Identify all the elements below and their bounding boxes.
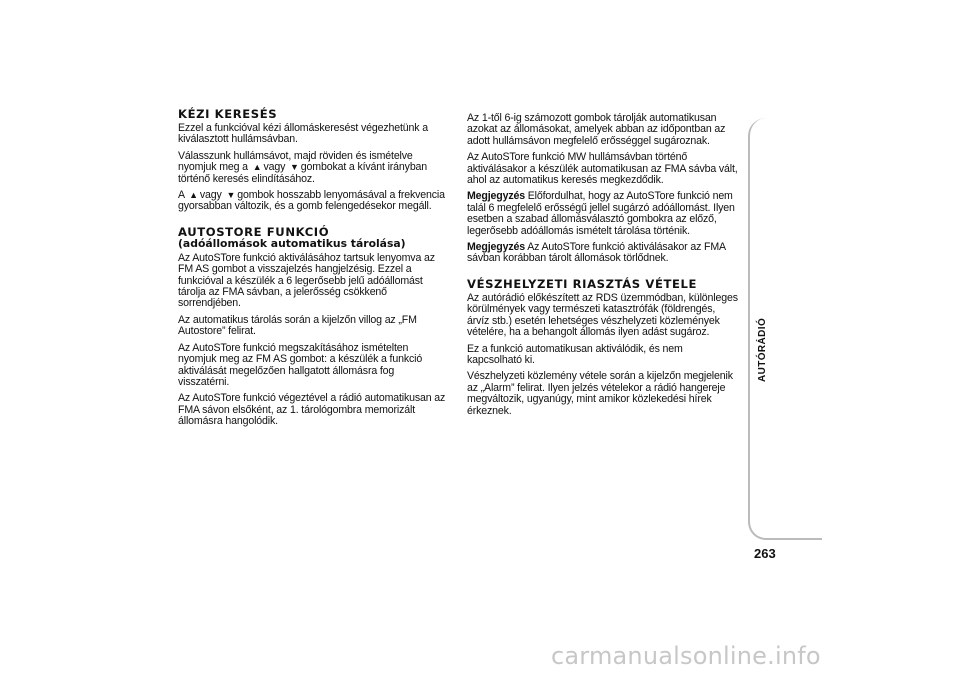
text: Az AutoSTore funkció aktiválásakor az FMA sávban korábban tárolt állomások törlődnek.: [467, 241, 726, 265]
left-column: [178, 108, 448, 433]
text: A: [178, 189, 185, 202]
watermark: carmanualsonline.info: [551, 642, 821, 670]
triangle-up-icon: ▲: [252, 162, 262, 173]
paragraph: Az autórádió előkészített az RDS üzemmódban, különleges körülmények vagy természeti katasztrófák (földrengés, árvíz stb.) esetén lehetséges vészhelyzeti közlemények vételére, ha a behangolt állomás ilyen adást sugároz.: [467, 291, 738, 339]
paragraph: Az AutoSTore funkció aktiválásához tartsuk lenyomva az FM AS gombot a visszajelzés hangjelzésig. Ezzel a funkcióval a készülék a 6 legerősebb jelű adóállomást tárolja az FMA sávban, a jelerősség csökkenő sorrendjében.: [178, 251, 435, 310]
text: gombok hosszabb lenyomásával a frekvencia gyorsabban változik, és a gomb felengedésekor megáll.: [178, 189, 445, 213]
heading-text: AUTOSTORE FUNKCIÓ: [178, 224, 330, 239]
paragraph: Az AutoSTore funkció megszakításához ismételten nyomjuk meg az FM AS gombot: a készülék a funkció aktiválását megelőzően hallgatott állomásra fog visszatérni.: [178, 341, 423, 388]
right-column: [467, 113, 739, 422]
triangle-down-icon: ▼: [226, 190, 236, 201]
paragraph: Ezzel a funkcióval kézi állomáskeresést végezhetünk a kiválasztott hullámsávban.: [178, 122, 428, 146]
heading-veszhelyzeti: VÉSZHELYZETI RIASZTÁS VÉTELE: [467, 276, 697, 291]
paragraph: Ez a funkció automatikusan aktiválódik, és nem kapcsolható ki.: [467, 342, 683, 366]
note-paragraph: [467, 191, 739, 237]
text: vagy: [199, 189, 222, 202]
triangle-up-icon: ▲: [189, 190, 198, 201]
paragraph: [178, 190, 448, 213]
paragraph: Az 1-től 6-ig számozott gombok tárolják automatikusan azokat az állomásokat, amelyek abban az időpontban az adott hullámsávon megfelelő erősséggel sugároznak.: [467, 112, 726, 147]
heading-subtitle: (adóállomások automatikus tárolása): [178, 236, 406, 250]
heading-autostore: [178, 226, 448, 250]
text: vagy: [263, 161, 286, 174]
text: gombokat a kívánt irányban történő keresés elindításához.: [178, 161, 428, 185]
text: Válasszunk hullámsávot, majd röviden és ismételve nyomjuk meg a: [178, 149, 413, 174]
paragraph: Az automatikus tárolás során a kijelzőn villog az „FM Autostore” felirat.: [178, 313, 417, 338]
note-paragraph: [467, 242, 739, 265]
paragraph: [178, 151, 448, 185]
text: Előfordulhat, hogy az AutoSTore funkció nem talál 6 megfelelő erősségű jellel sugárzó adóállomást. Ilyen esetben a szabad állomásválasztó gombokra az előző, legerősebb adóállomás ismételt tárolása történik.: [467, 190, 735, 237]
paragraph: Vészhelyzeti közlemény vétele során a kijelzőn megjelenik az „Alarm” felirat. Ilyen jelzés vételekor a rádió hangereje megváltozik, ugyanúgy, mint amikor közlekedési hírek érkeznek.: [467, 370, 733, 417]
paragraph: Az AutoSTore funkció MW hullámsávban történő aktiválásakor a készülék automatikusan az FMA sávba vált, ahol az automatikus keresés megkezdődik.: [467, 151, 738, 187]
page-number: 263: [754, 546, 776, 561]
triangle-down-icon: ▼: [290, 162, 299, 173]
note-label: Megjegyzés: [467, 190, 525, 203]
section-label: AUTÓRÁDIÓ: [757, 317, 768, 383]
paragraph: Az AutoSTore funkció végeztével a rádió automatikusan az FMA sávon elsőként, az 1. tárológombra memorizált állomásra hangolódik.: [178, 392, 446, 428]
note-label: Megjegyzés: [467, 241, 525, 254]
heading-kezi-kereses: KÉZI KERESÉS: [178, 107, 278, 121]
